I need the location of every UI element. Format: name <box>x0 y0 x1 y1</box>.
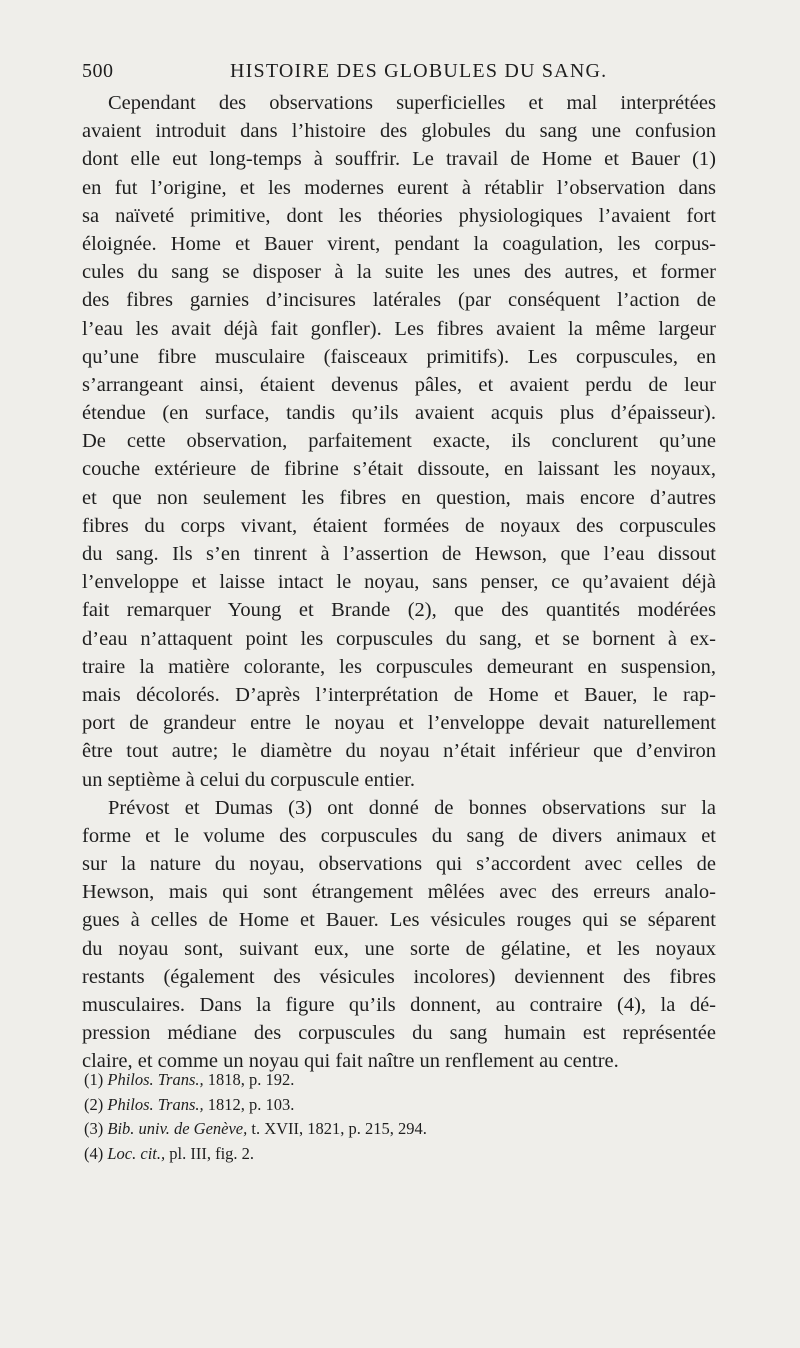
footnote-mark: (2) <box>84 1094 104 1114</box>
text-line: couche extérieure de fibrine s’était dissoute, en laissant les noyaux, <box>82 458 716 481</box>
footnote-mark: (1) <box>84 1070 104 1089</box>
text-line: étendue (en surface, tandis qu’ils avaient acquis plus d’épaisseur). <box>82 402 716 425</box>
footnote <box>82 1093 722 1118</box>
text-line: Cependant des observations superficielles et mal interprétées <box>108 92 716 114</box>
body-text <box>82 89 716 1076</box>
text-line: cules du sang se disposer à la suite les unes des autres, et former <box>82 261 716 284</box>
text-line: s’arrangeant ainsi, étaient devenus pâles, et avaient perdu de leur <box>82 373 716 396</box>
text-line: des fibres garnies d’incisures latérales (par conséquent l’action de <box>82 289 716 312</box>
footnote-source: Bib. univ. de Genève, <box>107 1119 248 1138</box>
text-line: dont elle eut long-temps à souffrir. Le travail de Home et Bauer (1) <box>82 148 716 171</box>
text-line: restants (également des vésicules incolores) deviennent des fibres <box>82 965 716 988</box>
text-line: musculaires. Dans la figure qu’ils donnent, au contraire (4), la dé- <box>82 994 716 1016</box>
footnote-detail: 1812, p. 103. <box>207 1094 295 1114</box>
text-line: d’eau n’attaquent point les corpuscules du sang, et se bornent à ex- <box>82 627 716 650</box>
running-title: HISTOIRE DES GLOBULES DU SANG. <box>230 60 608 82</box>
text-line: Hewson, mais qui sont étrangement mêlées avec des erreurs analo- <box>82 881 716 904</box>
footnote-detail: 1818, p. 192. <box>207 1070 295 1089</box>
text-line: être tout autre; le diamètre du noyau n’était inférieur que d’environ <box>82 740 716 763</box>
text-line: sur la nature du noyau, observations qui s’accordent avec celles de <box>82 853 716 876</box>
text-line: qu’une fibre musculaire (faisceaux primitifs). Les corpuscules, en <box>82 345 716 368</box>
text-line: pression médiane des corpuscules du sang humain est représentée <box>82 1022 716 1045</box>
text-line: claire, et comme un noyau qui fait naître un renflement au centre. <box>82 1050 619 1073</box>
text-line: fibres du corps vivant, étaient formées de noyaux des corpuscules <box>82 514 716 537</box>
text-line: l’enveloppe et laisse intact le noyau, sans penser, ce qu’avaient déjà <box>82 571 716 594</box>
footnote <box>82 1142 722 1167</box>
text-line: un septième à celui du corpuscule entier. <box>82 768 416 791</box>
text-line: éloignée. Home et Bauer virent, pendant la coagulation, les corpus- <box>82 232 716 255</box>
text-line: Prévost et Dumas (3) ont donné de bonnes observations sur la <box>108 796 716 819</box>
text-line: forme et le volume des corpuscules du sang de divers animaux et <box>82 824 716 847</box>
text-line: fait remarquer Young et Brande (2), que des quantités modérées <box>82 599 716 622</box>
page-number: 500 <box>82 60 114 82</box>
page-header <box>82 60 722 86</box>
footnotes <box>82 1068 722 1166</box>
footnote-detail: t. XVII, 1821, p. 215, 294. <box>251 1119 427 1138</box>
text-line: mais décolorés. D’après l’interprétation de Home et Bauer, le rap- <box>82 683 716 706</box>
text-line: du sang. Ils s’en tinrent à l’assertion de Hewson, que l’eau dissout <box>82 543 716 565</box>
footnote-detail: pl. III, fig. 2. <box>169 1143 255 1163</box>
footnote-mark: (3) <box>84 1119 104 1138</box>
footnote-source: Philos. Trans., <box>107 1070 204 1089</box>
text-line: sa naïveté primitive, dont les théories physiologiques l’avaient fort <box>82 204 716 227</box>
text-line: gues à celles de Home et Bauer. Les vésicules rouges qui se séparent <box>82 909 716 932</box>
footnote-source: Loc. cit., <box>107 1143 166 1163</box>
text-line: port de grandeur entre le noyau et l’enveloppe devait naturellement <box>82 712 716 735</box>
text-line: traire la matière colorante, les corpuscules demeurant en suspension, <box>82 655 716 678</box>
text-line: et que non seulement les fibres en question, mais encore d’autres <box>82 486 716 509</box>
text-line: De cette observation, parfaitement exacte, ils conclurent qu’une <box>82 430 716 453</box>
footnote-mark: (4) <box>84 1143 104 1163</box>
footnote-source: Philos. Trans., <box>107 1094 204 1114</box>
footnote <box>82 1117 722 1142</box>
text-line: avaient introduit dans l’histoire des globules du sang une confusion <box>82 120 716 143</box>
text-line: du noyau sont, suivant eux, une sorte de gélatine, et les noyaux <box>82 937 716 960</box>
text-line: en fut l’origine, et les modernes eurent à rétablir l’observation dans <box>82 176 716 199</box>
text-line: l’eau les avait déjà fait gonfler). Les fibres avaient la même largeur <box>82 317 716 340</box>
footnote <box>82 1068 722 1093</box>
